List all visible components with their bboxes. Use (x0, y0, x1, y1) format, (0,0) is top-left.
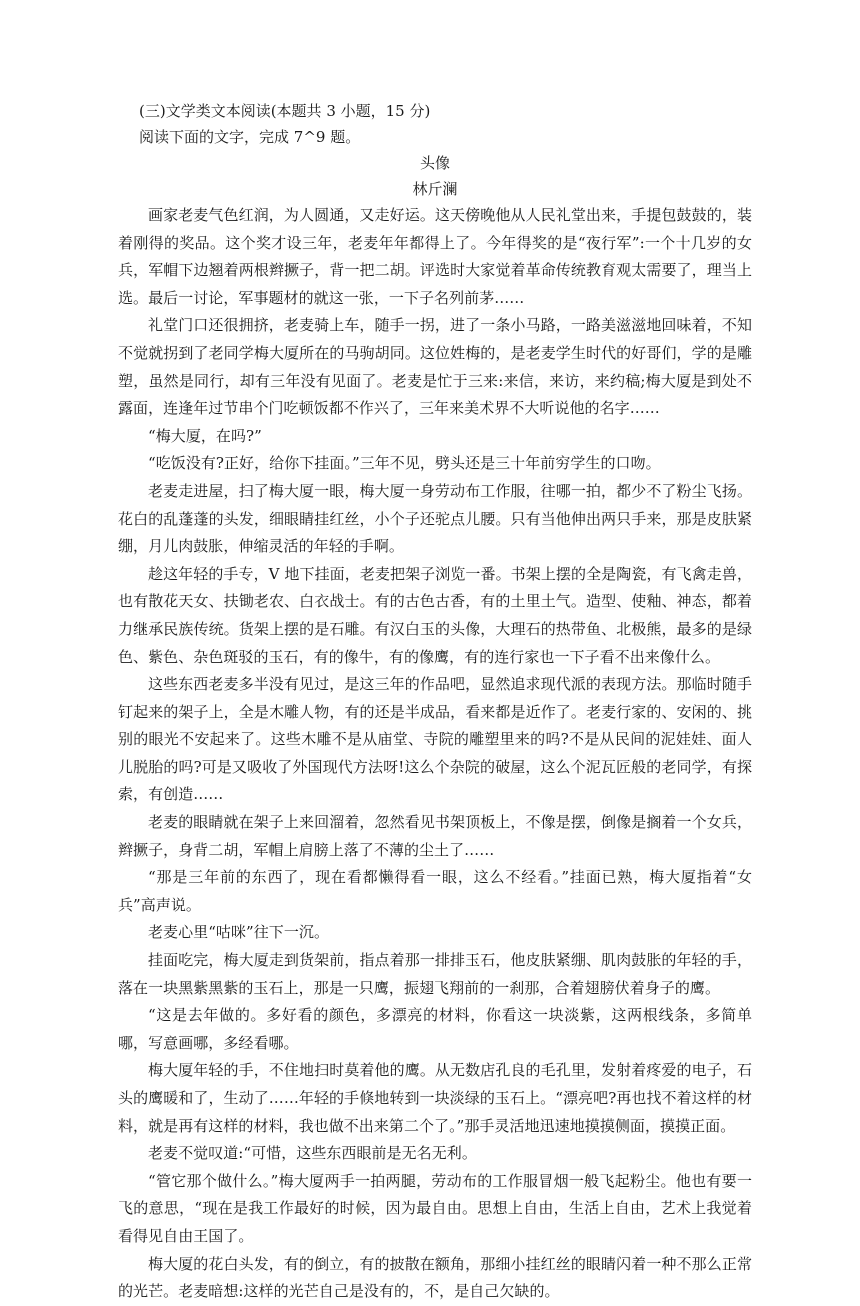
paragraph: 老麦心里“咕咪”往下一沉。 (148, 923, 329, 942)
reading-instruction: 阅读下面的文字，完成 7^9 题。 (139, 128, 361, 146)
paragraph: 老麦的眼睛就在架子上来回溜着，忽然看见书架顶板上，不像是摆，倒像是搁着一个女兵，辫撅子，身背二胡，军帽上肩膀上落了不薄的尘土了…… (118, 813, 752, 859)
paragraph: 趁这年轻的手专，V 地下挂面，老麦把架子浏览一番。书架上摆的全是陶瓷，有飞禽走兽，也有散花天女、扶锄老农、白衣战士。有的古色古香，有的土里土气。造型、使釉、神态，都着力继承民族传统。货架上摆的是石雕。有汉白玉的头像，大理石的热带鱼、北极熊，最多的是绿色、紫色、杂色斑驳的玉石，有的像牛，有的像鹰，有的连行家也一下子看不出来像什么。 (118, 564, 752, 666)
section-heading: (三)文学类文本阅读(本题共 3 小题，15 分) (139, 102, 431, 120)
paragraph: 梅大厦的花白头发，有的倒立，有的披散在额角，那细小挂红丝的眼睛闪着一种不那么正常的光芒。老麦暗想:这样的光芒自己是没有的，不，是自己欠缺的。 (118, 1254, 752, 1301)
paragraph: “管它那个做什么。”梅大厦两手一拍两腿，劳动布的工作服冒烟一般飞起粉尘。他也有要一飞的意思，“现在是我工作最好的时候，因为最自由。思想上自由，生活上自由，艺术上我觉着看得见自由王国了。 (118, 1171, 752, 1245)
story-body (118, 202, 752, 1306)
paragraph: 老麦走进屋，扫了梅大厦一眼，梅大厦一身劳动布工作服，往哪一拍，都少不了粉尘飞扬。花白的乱蓬蓬的头发，细眼睛挂红丝，小个子还驼点儿腰。只有当他伸出两只手来，那是皮肤紧绷，月儿肉鼓胀，伸缩灵活的年轻的手啊。 (118, 481, 752, 556)
story-author: 林斤澜 (412, 180, 458, 198)
paragraph: “吃饭没有?正好，给你下挂面。”三年不见，劈头还是三十年前穷学生的口吻。 (148, 454, 661, 473)
paragraph: “这是去年做的。多好看的颜色，多漂亮的材料，你看这一块淡紫，这两根线条，多简单哪，写意画哪，多经看哪。 (118, 1006, 752, 1052)
paragraph: 这些东西老麦多半没有见过，是这三年的作品吧，显然追求现代派的表现方法。那临时随手钉起来的架子上，全是木雕人物，有的还是半成品，看来都是近作了。老麦行家的、安闲的、挑别的眼光不安起来了。这些木雕不是从庙堂、寺院的雕塑里来的吗?不是从民间的泥娃娃、面人儿脱胎的吗?可是又吸收了外国现代方法呀!这么个杂院的破屋，这么个泥瓦匠般的老同学，有探索，有创造…… (118, 675, 752, 804)
paragraph: 礼堂门口还很拥挤，老麦骑上车，随手一拐，进了一条小马路，一路美滋滋地回味着，不知不觉就拐到了老同学梅大厦所在的马驹胡同。这位姓梅的，是老麦学生时代的好哥们，学的是雕塑，虽然是同行，却有三年没有见面了。老麦是忙于三来:来信，来访，来约稿;梅大厦是到处不露面，连逢年过节串个门吃顿饭都不作兴了，三年来美术界不大听说他的名字…… (118, 316, 752, 418)
paragraph: 挂面吃完，梅大厦走到货架前，指点着那一排排玉石，他皮肤紧绷、肌肉鼓胀的年轻的手，落在一块黑紫黑紫的玉石上，那是一只鹰，振翅飞翔前的一刹那，合着翅膀伏着身子的鹰。 (118, 951, 752, 997)
paragraph: “梅大厦，在吗?” (148, 426, 262, 445)
paragraph: 老麦不觉叹道:“可惜，这些东西眼前是无名无利。 (148, 1144, 477, 1163)
paragraph: “那是三年前的东西了，现在看都懒得看一眼，这么不经看。”挂面已熟，梅大厦指着“女兵”高声说。 (118, 868, 752, 914)
story-title: 头像 (419, 154, 450, 172)
paragraph: 梅大厦年轻的手，不住地扫时莫着他的鹰。从无数店孔良的毛孔里，发射着疼爱的电子，石头的鹰暖和了，生动了……年轻的手倏地转到一块淡绿的玉石上。“漂亮吧?再也找不着这样的材料，就是再有这样的材料，我也做不出来第二个了。”那手灵活地迅速地摸摸侧面，摸摸正面。 (118, 1061, 752, 1135)
paragraph: 画家老麦气色红润，为人圆通，又走好运。这天傍晚他从人民礼堂出来，手提包鼓鼓的，装着刚得的奖品。这个奖才设三年，老麦年年都得上了。今年得奖的是“夜行军”:一个十几岁的女兵，军帽下边翘着两根辫撅子，背一把二胡。评选时大家觉着革命传统教育观太需要了，理当上选。最后一讨论，军事题材的就这一张，一下子名列前茅…… (118, 206, 752, 307)
